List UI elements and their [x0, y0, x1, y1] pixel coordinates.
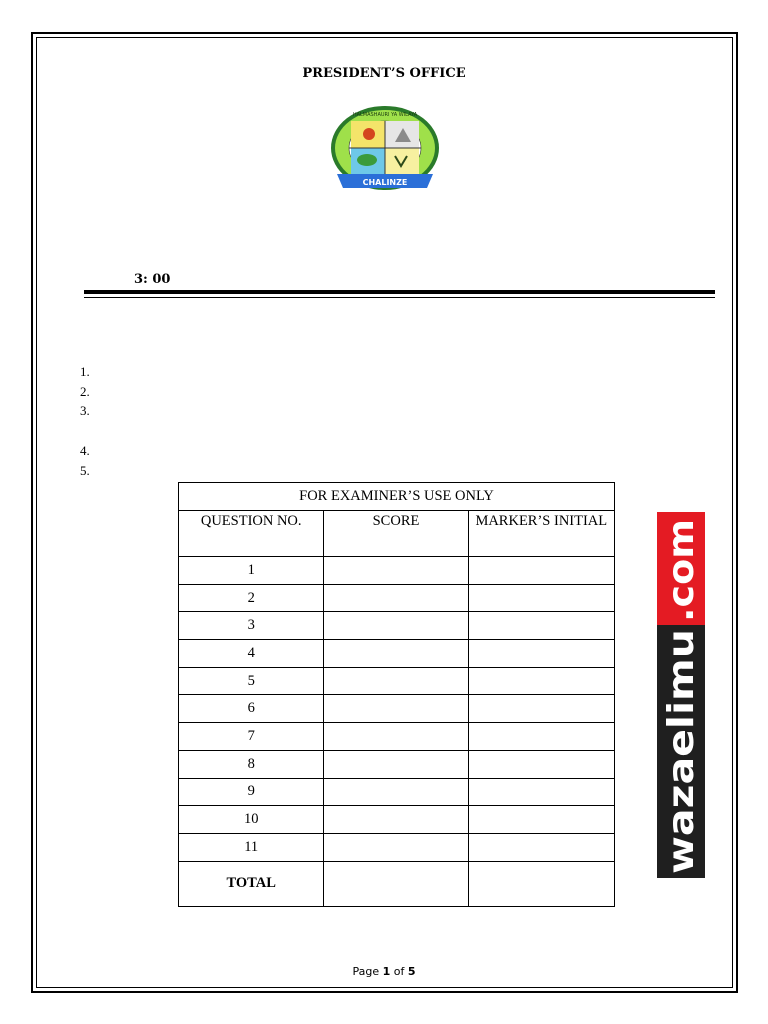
score-cell[interactable] — [324, 833, 468, 861]
svg-text:CHALINZE: CHALINZE — [362, 178, 408, 187]
page-footer — [0, 965, 768, 978]
marker-initial-cell[interactable] — [468, 557, 614, 585]
footer-page-number: 1 — [382, 965, 391, 978]
instruction-number: 2. — [80, 384, 90, 399]
question-number: 8 — [179, 750, 324, 778]
question-number: 2 — [179, 584, 324, 612]
table-row — [179, 667, 615, 695]
marker-initial-cell[interactable] — [468, 667, 614, 695]
score-cell[interactable] — [324, 778, 468, 806]
table-caption: FOR EXAMINER’S USE ONLY — [179, 483, 615, 511]
instruction-number: 1. — [80, 364, 90, 379]
question-number: 5 — [179, 667, 324, 695]
header-rule-thick — [84, 290, 715, 294]
score-cell[interactable] — [324, 695, 468, 723]
table-row — [179, 612, 615, 640]
watermark-prefix: wazaelimu — [661, 658, 702, 874]
column-header-score: SCORE — [324, 511, 468, 557]
column-header-marker-initial: MARKER’S INITIAL — [468, 511, 614, 557]
question-number: 6 — [179, 695, 324, 723]
question-number: 7 — [179, 723, 324, 751]
table-row — [179, 723, 615, 751]
question-number: 11 — [179, 833, 324, 861]
question-number: 9 — [179, 778, 324, 806]
chalinze-council-logo — [329, 104, 441, 192]
table-row — [179, 557, 615, 585]
page-title: PRESIDENT’S OFFICE — [302, 66, 466, 81]
total-score-cell[interactable] — [324, 861, 468, 906]
marker-initial-cell[interactable] — [468, 750, 614, 778]
marker-initial-cell[interactable] — [468, 695, 614, 723]
total-marker-cell[interactable] — [468, 861, 614, 906]
examiner-score-table — [178, 482, 615, 907]
score-cell[interactable] — [324, 557, 468, 585]
score-cell[interactable] — [324, 640, 468, 668]
svg-text:HALMASHAURI YA WILAYA: HALMASHAURI YA WILAYA — [352, 112, 418, 118]
score-cell[interactable] — [324, 584, 468, 612]
table-row — [179, 640, 615, 668]
instruction-number: 5. — [80, 463, 90, 478]
score-cell[interactable] — [324, 667, 468, 695]
table-row — [179, 750, 615, 778]
marker-initial-cell[interactable] — [468, 612, 614, 640]
watermark-suffix: .com — [661, 524, 702, 622]
score-cell[interactable] — [324, 723, 468, 751]
question-number: 4 — [179, 640, 324, 668]
total-label: TOTAL — [179, 861, 324, 906]
footer-page-word: Page — [352, 965, 380, 978]
score-cell[interactable] — [324, 750, 468, 778]
score-cell[interactable] — [324, 806, 468, 834]
score-cell[interactable] — [324, 612, 468, 640]
column-header-question: QUESTION NO. — [179, 511, 324, 557]
instruction-number: 3. — [80, 403, 90, 418]
question-number: 1 — [179, 557, 324, 585]
table-row — [179, 806, 615, 834]
table-row — [179, 695, 615, 723]
marker-initial-cell[interactable] — [468, 584, 614, 612]
question-number: 10 — [179, 806, 324, 834]
header-rule-thin — [84, 297, 715, 298]
marker-initial-cell[interactable] — [468, 833, 614, 861]
table-row — [179, 778, 615, 806]
marker-initial-cell[interactable] — [468, 723, 614, 751]
footer-total-pages: 5 — [407, 965, 416, 978]
instruction-number: 4. — [80, 443, 90, 458]
table-row — [179, 833, 615, 861]
table-row — [179, 584, 615, 612]
marker-initial-cell[interactable] — [468, 806, 614, 834]
exam-duration: 3: 00 — [134, 272, 171, 287]
marker-initial-cell[interactable] — [468, 640, 614, 668]
marker-initial-cell[interactable] — [468, 778, 614, 806]
wazaelimu-watermark — [657, 512, 705, 878]
footer-of-word: of — [393, 965, 405, 978]
question-number: 3 — [179, 612, 324, 640]
